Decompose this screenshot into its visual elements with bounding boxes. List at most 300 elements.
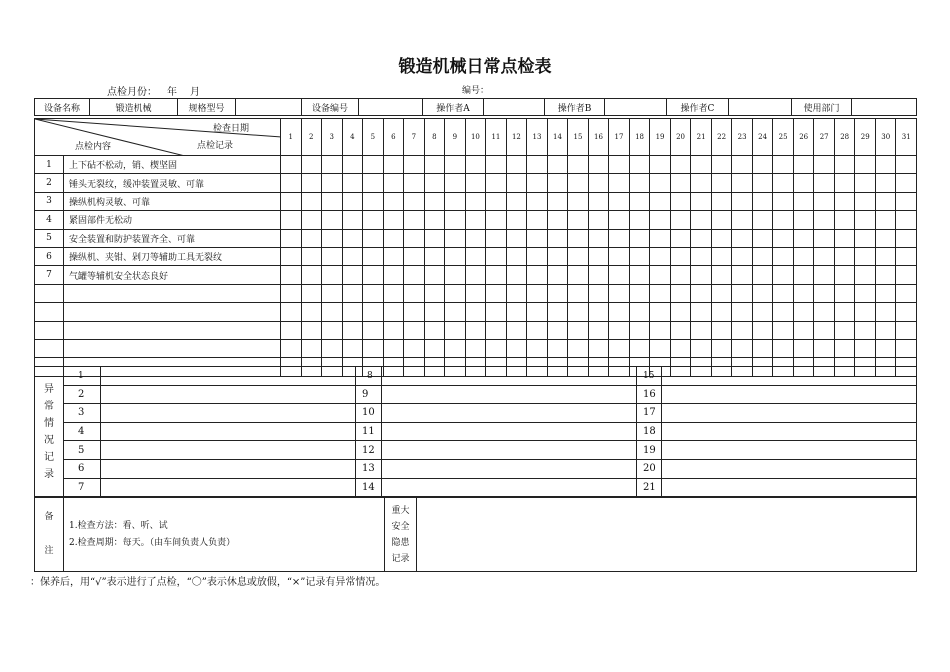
check-mark-cell[interactable] xyxy=(322,192,343,210)
check-mark-cell[interactable] xyxy=(855,321,876,339)
check-mark-cell[interactable] xyxy=(629,321,650,339)
check-mark-cell[interactable] xyxy=(752,247,773,265)
check-mark-cell[interactable] xyxy=(752,211,773,229)
check-mark-cell[interactable] xyxy=(588,229,609,247)
check-mark-cell[interactable] xyxy=(752,266,773,284)
check-mark-cell[interactable] xyxy=(301,339,322,357)
check-mark-cell[interactable] xyxy=(588,303,609,321)
check-mark-cell[interactable] xyxy=(465,247,486,265)
check-mark-cell[interactable] xyxy=(650,229,671,247)
check-mark-cell[interactable] xyxy=(363,266,384,284)
check-mark-cell[interactable] xyxy=(281,192,302,210)
check-mark-cell[interactable] xyxy=(281,303,302,321)
abnormal-entry-field[interactable] xyxy=(382,367,637,386)
check-mark-cell[interactable] xyxy=(281,211,302,229)
check-mark-cell[interactable] xyxy=(711,192,732,210)
check-mark-cell[interactable] xyxy=(773,229,794,247)
check-mark-cell[interactable] xyxy=(896,266,917,284)
check-mark-cell[interactable] xyxy=(711,339,732,357)
abnormal-entry-field[interactable] xyxy=(382,441,637,460)
check-mark-cell[interactable] xyxy=(793,211,814,229)
check-mark-cell[interactable] xyxy=(691,229,712,247)
check-mark-cell[interactable] xyxy=(383,303,404,321)
check-mark-cell[interactable] xyxy=(445,156,466,174)
check-mark-cell[interactable] xyxy=(691,339,712,357)
check-mark-cell[interactable] xyxy=(547,229,568,247)
check-mark-cell[interactable] xyxy=(568,266,589,284)
check-mark-cell[interactable] xyxy=(670,229,691,247)
check-mark-cell[interactable] xyxy=(732,266,753,284)
check-mark-cell[interactable] xyxy=(445,192,466,210)
check-mark-cell[interactable] xyxy=(691,211,712,229)
check-mark-cell[interactable] xyxy=(383,284,404,302)
check-mark-cell[interactable] xyxy=(342,211,363,229)
check-mark-cell[interactable] xyxy=(650,247,671,265)
check-mark-cell[interactable] xyxy=(342,174,363,192)
check-mark-cell[interactable] xyxy=(506,284,527,302)
check-mark-cell[interactable] xyxy=(342,303,363,321)
check-mark-cell[interactable] xyxy=(445,229,466,247)
check-mark-cell[interactable] xyxy=(301,174,322,192)
check-mark-cell[interactable] xyxy=(814,247,835,265)
check-mark-cell[interactable] xyxy=(732,174,753,192)
check-mark-cell[interactable] xyxy=(568,156,589,174)
check-mark-cell[interactable] xyxy=(670,174,691,192)
check-mark-cell[interactable] xyxy=(793,192,814,210)
check-mark-cell[interactable] xyxy=(773,266,794,284)
check-mark-cell[interactable] xyxy=(855,247,876,265)
check-mark-cell[interactable] xyxy=(752,229,773,247)
check-mark-cell[interactable] xyxy=(568,321,589,339)
check-mark-cell[interactable] xyxy=(383,321,404,339)
check-mark-cell[interactable] xyxy=(773,211,794,229)
check-mark-cell[interactable] xyxy=(424,192,445,210)
check-mark-cell[interactable] xyxy=(875,266,896,284)
check-mark-cell[interactable] xyxy=(629,303,650,321)
check-mark-cell[interactable] xyxy=(629,174,650,192)
check-mark-cell[interactable] xyxy=(404,321,425,339)
check-mark-cell[interactable] xyxy=(732,229,753,247)
check-mark-cell[interactable] xyxy=(404,229,425,247)
check-mark-cell[interactable] xyxy=(896,247,917,265)
check-mark-cell[interactable] xyxy=(834,247,855,265)
check-mark-cell[interactable] xyxy=(732,321,753,339)
check-mark-cell[interactable] xyxy=(342,339,363,357)
check-mark-cell[interactable] xyxy=(547,156,568,174)
check-mark-cell[interactable] xyxy=(506,229,527,247)
info-value-cell[interactable]: 锻造机械 xyxy=(90,99,178,116)
check-mark-cell[interactable] xyxy=(691,192,712,210)
check-mark-cell[interactable] xyxy=(875,303,896,321)
check-mark-cell[interactable] xyxy=(527,211,548,229)
check-mark-cell[interactable] xyxy=(670,303,691,321)
check-mark-cell[interactable] xyxy=(875,174,896,192)
check-mark-cell[interactable] xyxy=(588,284,609,302)
check-mark-cell[interactable] xyxy=(650,303,671,321)
check-mark-cell[interactable] xyxy=(609,156,630,174)
check-mark-cell[interactable] xyxy=(711,211,732,229)
check-mark-cell[interactable] xyxy=(793,247,814,265)
abnormal-entry-field[interactable] xyxy=(662,459,917,478)
check-mark-cell[interactable] xyxy=(424,247,445,265)
hazard-record-field[interactable] xyxy=(417,498,917,572)
check-mark-cell[interactable] xyxy=(465,229,486,247)
check-mark-cell[interactable] xyxy=(404,174,425,192)
check-mark-cell[interactable] xyxy=(609,192,630,210)
check-mark-cell[interactable] xyxy=(793,229,814,247)
check-mark-cell[interactable] xyxy=(506,174,527,192)
check-mark-cell[interactable] xyxy=(404,266,425,284)
check-mark-cell[interactable] xyxy=(301,266,322,284)
check-mark-cell[interactable] xyxy=(691,284,712,302)
check-mark-cell[interactable] xyxy=(383,339,404,357)
info-value-cell[interactable] xyxy=(605,99,667,116)
check-mark-cell[interactable] xyxy=(547,211,568,229)
check-mark-cell[interactable] xyxy=(363,192,384,210)
check-mark-cell[interactable] xyxy=(609,339,630,357)
abnormal-entry-field[interactable] xyxy=(101,441,356,460)
check-mark-cell[interactable] xyxy=(342,247,363,265)
check-mark-cell[interactable] xyxy=(670,321,691,339)
check-mark-cell[interactable] xyxy=(527,284,548,302)
check-mark-cell[interactable] xyxy=(322,156,343,174)
check-mark-cell[interactable] xyxy=(547,284,568,302)
check-mark-cell[interactable] xyxy=(281,229,302,247)
check-mark-cell[interactable] xyxy=(424,229,445,247)
check-mark-cell[interactable] xyxy=(609,211,630,229)
check-mark-cell[interactable] xyxy=(773,284,794,302)
check-mark-cell[interactable] xyxy=(445,247,466,265)
check-mark-cell[interactable] xyxy=(281,339,302,357)
check-mark-cell[interactable] xyxy=(527,156,548,174)
check-mark-cell[interactable] xyxy=(383,156,404,174)
check-mark-cell[interactable] xyxy=(629,156,650,174)
check-mark-cell[interactable] xyxy=(363,211,384,229)
check-mark-cell[interactable] xyxy=(834,339,855,357)
check-mark-cell[interactable] xyxy=(588,321,609,339)
check-mark-cell[interactable] xyxy=(588,339,609,357)
check-mark-cell[interactable] xyxy=(711,284,732,302)
check-mark-cell[interactable] xyxy=(773,156,794,174)
check-mark-cell[interactable] xyxy=(301,229,322,247)
check-mark-cell[interactable] xyxy=(752,339,773,357)
check-mark-cell[interactable] xyxy=(486,192,507,210)
check-mark-cell[interactable] xyxy=(588,211,609,229)
check-mark-cell[interactable] xyxy=(834,303,855,321)
check-mark-cell[interactable] xyxy=(588,192,609,210)
check-mark-cell[interactable] xyxy=(445,284,466,302)
check-mark-cell[interactable] xyxy=(732,247,753,265)
info-value-cell[interactable] xyxy=(852,99,917,116)
abnormal-entry-field[interactable] xyxy=(662,478,917,497)
check-mark-cell[interactable] xyxy=(650,339,671,357)
check-mark-cell[interactable] xyxy=(670,247,691,265)
check-mark-cell[interactable] xyxy=(773,192,794,210)
check-mark-cell[interactable] xyxy=(527,247,548,265)
check-mark-cell[interactable] xyxy=(691,247,712,265)
check-mark-cell[interactable] xyxy=(875,321,896,339)
check-mark-cell[interactable] xyxy=(814,229,835,247)
check-mark-cell[interactable] xyxy=(670,211,691,229)
check-mark-cell[interactable] xyxy=(588,156,609,174)
check-mark-cell[interactable] xyxy=(650,192,671,210)
check-mark-cell[interactable] xyxy=(486,247,507,265)
check-mark-cell[interactable] xyxy=(670,284,691,302)
check-mark-cell[interactable] xyxy=(814,284,835,302)
check-mark-cell[interactable] xyxy=(465,174,486,192)
check-mark-cell[interactable] xyxy=(568,229,589,247)
check-mark-cell[interactable] xyxy=(588,174,609,192)
check-mark-cell[interactable] xyxy=(732,192,753,210)
check-mark-cell[interactable] xyxy=(650,156,671,174)
check-mark-cell[interactable] xyxy=(793,174,814,192)
check-mark-cell[interactable] xyxy=(301,156,322,174)
check-mark-cell[interactable] xyxy=(465,303,486,321)
check-mark-cell[interactable] xyxy=(383,266,404,284)
check-mark-cell[interactable] xyxy=(486,266,507,284)
check-mark-cell[interactable] xyxy=(650,174,671,192)
check-mark-cell[interactable] xyxy=(342,192,363,210)
check-mark-cell[interactable] xyxy=(793,156,814,174)
check-mark-cell[interactable] xyxy=(281,156,302,174)
check-mark-cell[interactable] xyxy=(609,266,630,284)
check-mark-cell[interactable] xyxy=(588,247,609,265)
check-mark-cell[interactable] xyxy=(834,266,855,284)
abnormal-entry-field[interactable] xyxy=(662,385,917,404)
check-mark-cell[interactable] xyxy=(711,266,732,284)
abnormal-entry-field[interactable] xyxy=(382,459,637,478)
check-mark-cell[interactable] xyxy=(322,229,343,247)
check-mark-cell[interactable] xyxy=(711,229,732,247)
check-mark-cell[interactable] xyxy=(527,229,548,247)
check-mark-cell[interactable] xyxy=(547,339,568,357)
check-mark-cell[interactable] xyxy=(486,284,507,302)
check-mark-cell[interactable] xyxy=(363,174,384,192)
abnormal-entry-field[interactable] xyxy=(382,404,637,423)
check-mark-cell[interactable] xyxy=(609,284,630,302)
check-mark-cell[interactable] xyxy=(875,156,896,174)
check-mark-cell[interactable] xyxy=(547,174,568,192)
check-mark-cell[interactable] xyxy=(773,247,794,265)
check-mark-cell[interactable] xyxy=(506,303,527,321)
check-mark-cell[interactable] xyxy=(855,266,876,284)
check-mark-cell[interactable] xyxy=(322,174,343,192)
check-mark-cell[interactable] xyxy=(855,303,876,321)
check-mark-cell[interactable] xyxy=(629,247,650,265)
check-mark-cell[interactable] xyxy=(793,303,814,321)
check-mark-cell[interactable] xyxy=(527,266,548,284)
check-mark-cell[interactable] xyxy=(588,266,609,284)
check-mark-cell[interactable] xyxy=(465,284,486,302)
check-mark-cell[interactable] xyxy=(650,211,671,229)
abnormal-entry-field[interactable] xyxy=(662,367,917,386)
check-mark-cell[interactable] xyxy=(609,247,630,265)
check-mark-cell[interactable] xyxy=(711,303,732,321)
check-mark-cell[interactable] xyxy=(896,156,917,174)
check-mark-cell[interactable] xyxy=(527,339,548,357)
check-mark-cell[interactable] xyxy=(629,284,650,302)
check-mark-cell[interactable] xyxy=(383,229,404,247)
check-mark-cell[interactable] xyxy=(486,339,507,357)
info-value-cell[interactable] xyxy=(729,99,792,116)
check-mark-cell[interactable] xyxy=(527,192,548,210)
check-mark-cell[interactable] xyxy=(793,284,814,302)
check-mark-cell[interactable] xyxy=(486,211,507,229)
check-mark-cell[interactable] xyxy=(342,321,363,339)
check-mark-cell[interactable] xyxy=(629,266,650,284)
check-mark-cell[interactable] xyxy=(896,284,917,302)
check-mark-cell[interactable] xyxy=(629,211,650,229)
check-mark-cell[interactable] xyxy=(896,192,917,210)
check-mark-cell[interactable] xyxy=(814,156,835,174)
check-mark-cell[interactable] xyxy=(424,266,445,284)
check-mark-cell[interactable] xyxy=(445,321,466,339)
check-mark-cell[interactable] xyxy=(609,321,630,339)
check-mark-cell[interactable] xyxy=(424,284,445,302)
check-mark-cell[interactable] xyxy=(301,247,322,265)
check-mark-cell[interactable] xyxy=(855,229,876,247)
check-mark-cell[interactable] xyxy=(896,321,917,339)
check-mark-cell[interactable] xyxy=(404,303,425,321)
check-mark-cell[interactable] xyxy=(506,339,527,357)
info-value-cell[interactable] xyxy=(236,99,302,116)
check-mark-cell[interactable] xyxy=(773,339,794,357)
check-mark-cell[interactable] xyxy=(322,321,343,339)
check-mark-cell[interactable] xyxy=(834,156,855,174)
check-mark-cell[interactable] xyxy=(896,229,917,247)
check-mark-cell[interactable] xyxy=(404,284,425,302)
check-mark-cell[interactable] xyxy=(834,211,855,229)
check-mark-cell[interactable] xyxy=(650,321,671,339)
check-mark-cell[interactable] xyxy=(486,303,507,321)
abnormal-entry-field[interactable] xyxy=(101,478,356,497)
check-mark-cell[interactable] xyxy=(301,211,322,229)
check-mark-cell[interactable] xyxy=(445,211,466,229)
check-mark-cell[interactable] xyxy=(752,192,773,210)
check-mark-cell[interactable] xyxy=(834,192,855,210)
check-mark-cell[interactable] xyxy=(752,156,773,174)
check-mark-cell[interactable] xyxy=(609,229,630,247)
check-mark-cell[interactable] xyxy=(670,156,691,174)
check-mark-cell[interactable] xyxy=(383,192,404,210)
check-mark-cell[interactable] xyxy=(752,284,773,302)
check-mark-cell[interactable] xyxy=(547,321,568,339)
check-mark-cell[interactable] xyxy=(424,211,445,229)
check-mark-cell[interactable] xyxy=(568,247,589,265)
check-mark-cell[interactable] xyxy=(896,211,917,229)
check-mark-cell[interactable] xyxy=(445,303,466,321)
check-mark-cell[interactable] xyxy=(875,339,896,357)
check-mark-cell[interactable] xyxy=(875,284,896,302)
check-mark-cell[interactable] xyxy=(404,247,425,265)
check-mark-cell[interactable] xyxy=(650,266,671,284)
check-mark-cell[interactable] xyxy=(855,284,876,302)
check-mark-cell[interactable] xyxy=(465,156,486,174)
check-mark-cell[interactable] xyxy=(773,174,794,192)
check-mark-cell[interactable] xyxy=(363,303,384,321)
check-mark-cell[interactable] xyxy=(465,192,486,210)
check-mark-cell[interactable] xyxy=(301,284,322,302)
check-mark-cell[interactable] xyxy=(363,156,384,174)
check-mark-cell[interactable] xyxy=(773,303,794,321)
check-mark-cell[interactable] xyxy=(875,211,896,229)
check-mark-cell[interactable] xyxy=(629,339,650,357)
check-mark-cell[interactable] xyxy=(711,247,732,265)
check-mark-cell[interactable] xyxy=(383,247,404,265)
check-mark-cell[interactable] xyxy=(855,156,876,174)
check-mark-cell[interactable] xyxy=(691,266,712,284)
check-mark-cell[interactable] xyxy=(691,303,712,321)
check-mark-cell[interactable] xyxy=(281,247,302,265)
abnormal-entry-field[interactable] xyxy=(101,385,356,404)
check-mark-cell[interactable] xyxy=(752,174,773,192)
check-mark-cell[interactable] xyxy=(424,339,445,357)
check-mark-cell[interactable] xyxy=(814,321,835,339)
check-mark-cell[interactable] xyxy=(896,174,917,192)
check-mark-cell[interactable] xyxy=(322,247,343,265)
check-mark-cell[interactable] xyxy=(814,303,835,321)
check-mark-cell[interactable] xyxy=(629,229,650,247)
check-mark-cell[interactable] xyxy=(404,339,425,357)
check-mark-cell[interactable] xyxy=(527,321,548,339)
check-mark-cell[interactable] xyxy=(855,211,876,229)
check-mark-cell[interactable] xyxy=(568,284,589,302)
check-mark-cell[interactable] xyxy=(834,229,855,247)
info-value-cell[interactable] xyxy=(484,99,545,116)
check-mark-cell[interactable] xyxy=(896,303,917,321)
check-mark-cell[interactable] xyxy=(691,174,712,192)
check-mark-cell[interactable] xyxy=(855,174,876,192)
check-mark-cell[interactable] xyxy=(609,303,630,321)
check-mark-cell[interactable] xyxy=(547,303,568,321)
check-mark-cell[interactable] xyxy=(568,192,589,210)
check-mark-cell[interactable] xyxy=(363,321,384,339)
check-mark-cell[interactable] xyxy=(465,321,486,339)
check-mark-cell[interactable] xyxy=(732,339,753,357)
check-mark-cell[interactable] xyxy=(732,284,753,302)
check-mark-cell[interactable] xyxy=(670,266,691,284)
check-mark-cell[interactable] xyxy=(281,284,302,302)
check-mark-cell[interactable] xyxy=(301,321,322,339)
check-mark-cell[interactable] xyxy=(281,266,302,284)
check-mark-cell[interactable] xyxy=(855,192,876,210)
check-mark-cell[interactable] xyxy=(445,339,466,357)
check-mark-cell[interactable] xyxy=(465,211,486,229)
check-mark-cell[interactable] xyxy=(732,156,753,174)
check-mark-cell[interactable] xyxy=(875,192,896,210)
check-mark-cell[interactable] xyxy=(363,339,384,357)
abnormal-entry-field[interactable] xyxy=(382,478,637,497)
check-mark-cell[interactable] xyxy=(855,339,876,357)
check-mark-cell[interactable] xyxy=(814,266,835,284)
check-mark-cell[interactable] xyxy=(527,303,548,321)
check-mark-cell[interactable] xyxy=(281,321,302,339)
check-mark-cell[interactable] xyxy=(404,211,425,229)
check-mark-cell[interactable] xyxy=(301,192,322,210)
check-mark-cell[interactable] xyxy=(322,339,343,357)
check-mark-cell[interactable] xyxy=(711,156,732,174)
check-mark-cell[interactable] xyxy=(506,192,527,210)
check-mark-cell[interactable] xyxy=(896,339,917,357)
check-mark-cell[interactable] xyxy=(506,156,527,174)
check-mark-cell[interactable] xyxy=(445,174,466,192)
check-mark-cell[interactable] xyxy=(363,284,384,302)
check-mark-cell[interactable] xyxy=(568,303,589,321)
check-mark-cell[interactable] xyxy=(834,174,855,192)
check-mark-cell[interactable] xyxy=(793,321,814,339)
check-mark-cell[interactable] xyxy=(465,266,486,284)
check-mark-cell[interactable] xyxy=(568,339,589,357)
